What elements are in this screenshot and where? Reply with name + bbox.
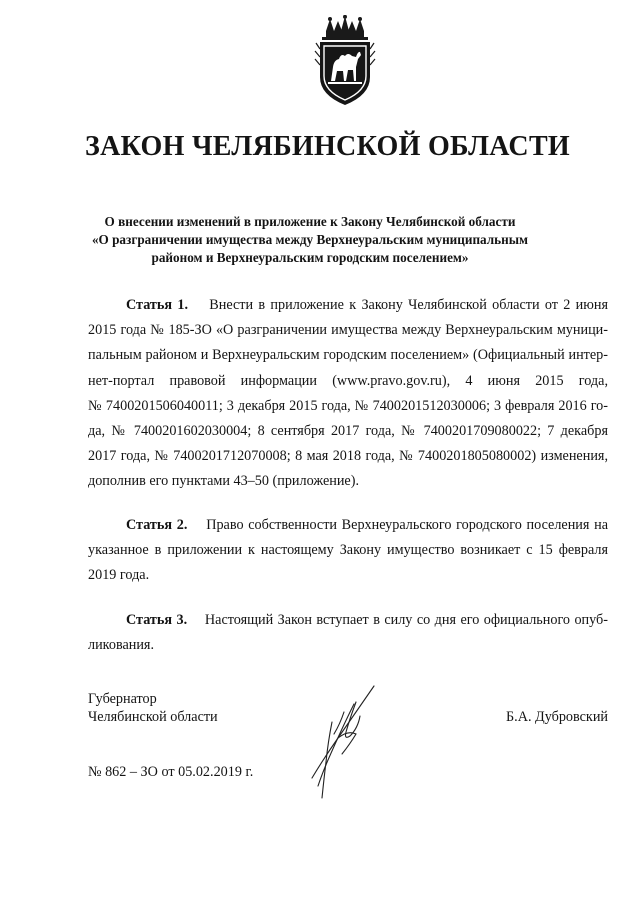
article-3-first-line (88, 608, 608, 633)
article-line: 2017 года, № 7400201712070008; 8 мая 2018 года, № 7400201805080002) изменения, (88, 448, 608, 465)
article-line: ликования. (88, 637, 155, 654)
signatory-name: Б.А. Дубровский (506, 709, 609, 725)
article-line: Внести в приложение к Закону Челябинской области от 2 июня (209, 297, 608, 313)
subtitle-line: «О разграничении имущества между Верхнеуральским муниципальным (91, 232, 529, 247)
handwritten-signature (298, 682, 388, 800)
position-line: Челябинской области (88, 709, 218, 725)
article-line: Право собственности Верхнеуральского городского поселения на (206, 517, 609, 533)
article-2-label: Статья 2. (126, 517, 188, 533)
article-line: пальным районом и Верхнеуральским городским поселением» (Официальный интер- (88, 347, 608, 364)
law-title: ЗАКОН ЧЕЛЯБИНСКОЙ ОБЛАСТИ (84, 131, 571, 162)
article-1-label: Статья 1. (126, 297, 189, 313)
article-2 (88, 513, 608, 589)
article-line: 2015 года № 185-ЗО «О разграничении имущества между Верхнеуральским муници- (88, 322, 608, 339)
chelyabinsk-coat-of-arms-icon (312, 15, 378, 107)
article-1 (88, 293, 608, 495)
article-line: № 7400201506040011; 3 декабря 2015 года, № 7400201512030006; 3 февраля 2016 го- (88, 397, 608, 414)
article-line: дополнив его пунктами 43–50 (приложение). (88, 473, 360, 490)
registration-number: № 862 – ЗО от 05.02.2019 г. (88, 764, 254, 780)
article-line: Настоящий Закон вступает в силу со дня его официального опуб- (204, 612, 608, 628)
subtitle-line: О внесении изменений в приложение к Закону Челябинской области (104, 214, 516, 229)
article-line: нет-портал правовой информации (www.pravo.gov.ru), 4 июня 2015 года, (88, 372, 608, 389)
article-3 (88, 608, 608, 658)
article-2-first-line (88, 513, 608, 538)
article-3-label: Статья 3. (126, 612, 188, 628)
subtitle-line: районом и Верхнеуральским городским поселением» (151, 250, 469, 265)
article-line: указанное в приложении к настоящему Закону имущество возникает с 15 февраля (88, 542, 608, 559)
article-line: 2019 года. (88, 567, 150, 584)
article-line: да, № 7400201602030004; 8 сентября 2017 года, № 7400201709080022; 7 декабря (88, 423, 608, 440)
position-line: Губернатор (88, 691, 157, 707)
law-subtitle (90, 213, 530, 267)
article-1-first-line (88, 293, 608, 318)
signatory-position (88, 690, 218, 726)
